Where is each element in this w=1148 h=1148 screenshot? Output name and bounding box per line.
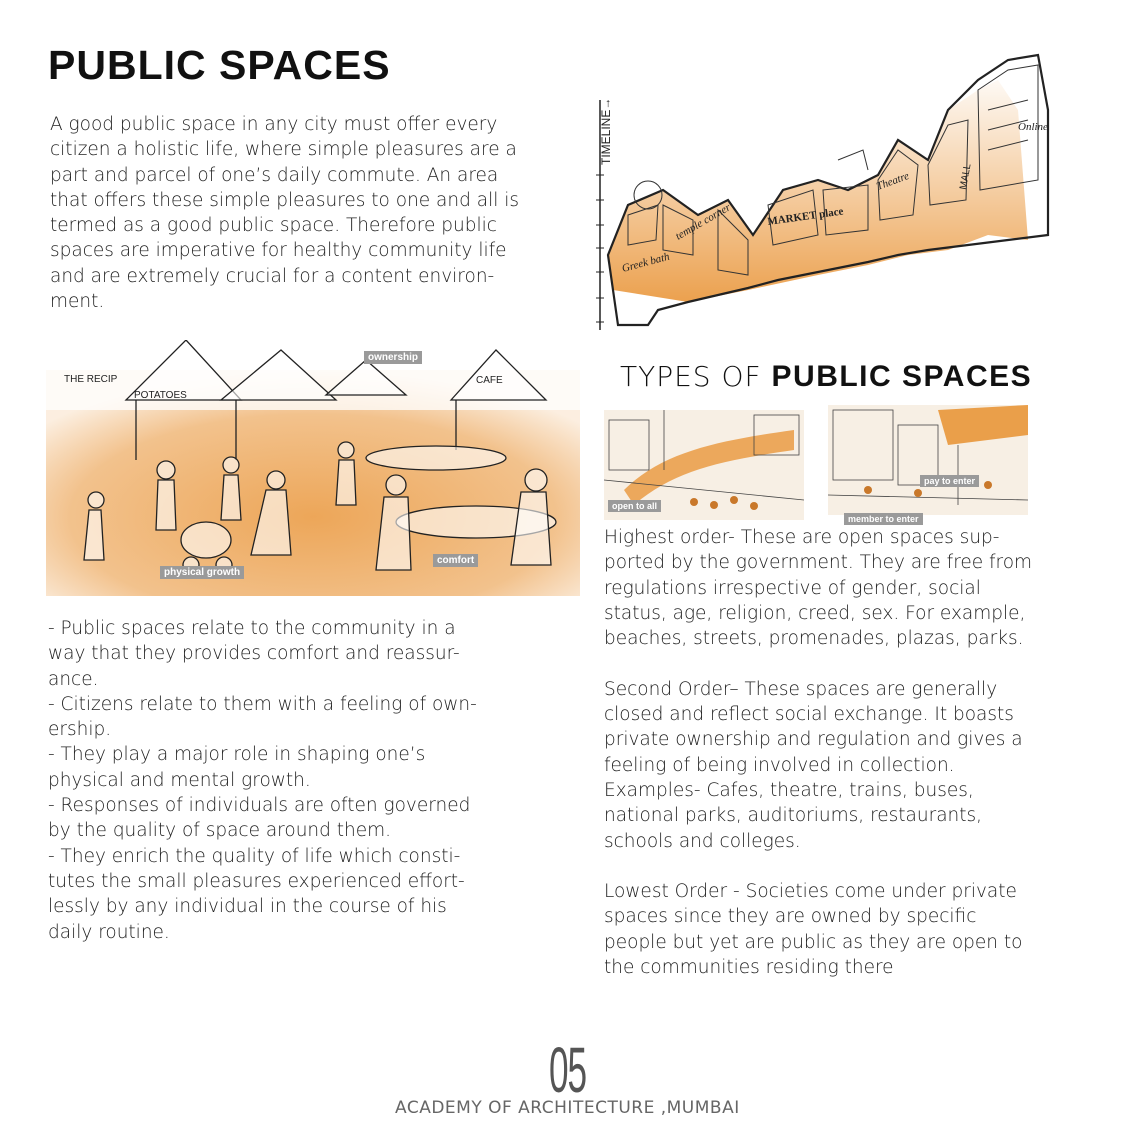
sketch-label: Online xyxy=(1018,121,1048,133)
market-illustration xyxy=(46,340,580,596)
sketch-label: Greek bath xyxy=(620,250,671,275)
tag-comfort: comfort xyxy=(433,554,478,567)
footer-text: ACADEMY OF ARCHITECTURE ,MUMBAI xyxy=(395,1098,740,1118)
sign-potatoes: POTATOES xyxy=(134,390,187,401)
timeline-sketch xyxy=(568,40,1058,340)
sketch-label: temple corner xyxy=(673,201,733,243)
market-sketch xyxy=(46,340,580,596)
sketch-label: MALL xyxy=(958,162,974,191)
types-description: Highest order- These are open spaces sup- ported by the government. They are free from regulations irrespective of gender, social status, age, religion, creed, sex. For example, beaches, streets, promenades, plazas, parks. Second Order– These spaces are generally closed and reflect social exchange. It boasts private ownership and regulation and gives a feeling of being involved in collection. Examples- Cafes, theatre, trains, buses, national parks, auditoriums, restaurants, schools and colleges. Lowest Order - Societies come under private spaces since they are owned by specific people but yet are public as they are open to the communities residing there xyxy=(604,527,1033,979)
types-sketch-open xyxy=(604,410,804,520)
page-title: PUBLIC SPACES xyxy=(48,42,391,88)
subtitle-prefix: TYPES OF xyxy=(620,360,772,393)
types-sketch-member xyxy=(828,405,1028,527)
sign-recipe: THE RECIP xyxy=(64,374,118,385)
closed-space-illustration xyxy=(828,405,1028,515)
tag-physical-growth: physical growth xyxy=(160,566,244,579)
tag-member-to-enter: member to enter xyxy=(844,513,923,525)
timeline-axis-label: TIMELINE→ xyxy=(599,97,613,165)
tag-open-to-all: open to all xyxy=(608,500,661,512)
subtitle-bold: PUBLIC SPACES xyxy=(771,360,1033,393)
intro-paragraph: A good public space in any city must offer every citizen a holistic life, where simple pleasures are a part and parcel of one’s daily commute. An area that offers these simple pleasures to one and all is termed as a good public space. Therefore public spaces are imperative for healthy community life and are extremely crucial for a content environ- ment. xyxy=(50,114,520,313)
timeline-illustration xyxy=(568,40,1058,340)
sketch-label: MARKET place xyxy=(766,205,845,228)
page-number: 05 xyxy=(549,1034,586,1106)
sketch-label: Theatre xyxy=(874,169,911,193)
bullet-list: - Public spaces relate to the community in a way that they provides comfort and reassur- ance. - Citizens relate to them with a feeling of own- ership. - They play a major role in shaping one’s physical and mental growth. - Responses of individuals are often governed by the quality of space around them. - They enrich the quality of life which consti- tutes the small pleasures experienced effort- lessly by any individual in the course of his daily routine. xyxy=(48,618,477,943)
tag-ownership: ownership xyxy=(364,351,422,364)
section-subtitle xyxy=(620,360,1032,394)
tag-pay-to-enter: pay to enter xyxy=(920,475,979,487)
sign-cafe: CAFE xyxy=(476,375,503,386)
